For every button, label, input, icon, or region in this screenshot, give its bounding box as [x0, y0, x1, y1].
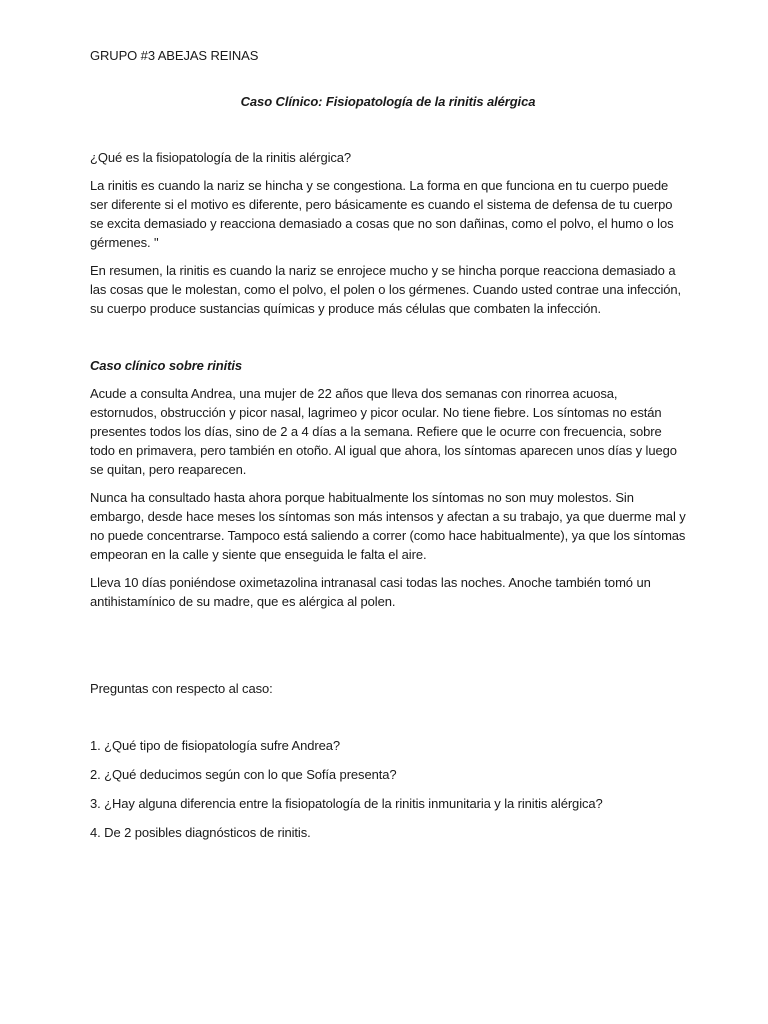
- questions-heading: Preguntas con respecto al caso:: [90, 681, 273, 696]
- intro-paragraph-summary: En resumen, la rinitis es cuando la nariz se enrojece mucho y se hincha porque reacciona demasiado a las cosas que le molestan, como el polvo, el polen o los gérmenes. Cuando usted contrae una infección, su cuerpo produce sustancias químicas y produce más células que combaten la infección.: [90, 263, 682, 316]
- intro-question: ¿Qué es la fisiopatología de la rinitis alérgica?: [90, 150, 352, 165]
- questions-list: [90, 736, 686, 842]
- case-paragraph-history: Nunca ha consultado hasta ahora porque habitualmente los síntomas no son muy molestos. Sin embargo, desde hace meses los síntomas son más intensos y afectan a su trabajo, ya que duerme mal y no puede concentrarse. Tampoco está saliendo a correr (como hace habitualmente), ya que los síntomas empeoran en la calle y siente que enseguida le falta el aire.: [90, 490, 686, 562]
- document-title: Caso Clínico: Fisiopatología de la rinitis alérgica: [240, 94, 536, 109]
- group-header: GRUPO #3 ABEJAS REINAS: [90, 48, 259, 63]
- case-paragraph-presentation: Acude a consulta Andrea, una mujer de 22 años que lleva dos semanas con rinorrea acuosa, estornudos, obstrucción y picor nasal, lagrimeo y picor ocular. No tiene fiebre. Los síntomas no están presentes todos los días, sino de 2 a 4 días a la semana. Refiere que le ocurre con frecuencia, sobre todo en primavera, pero también en otoño. Al igual que ahora, los síntomas aparecen unos días y luego se quitan, pero reaparecen.: [90, 386, 677, 477]
- question-item: 2. ¿Qué deducimos según con lo que Sofía presenta?: [90, 767, 397, 782]
- intro-paragraph-definition: La rinitis es cuando la nariz se hincha y se congestiona. La forma en que funciona en tu cuerpo puede ser diferente si el motivo es diferente, pero básicamente es cuando el sistema de defensa de tu cuerpo se excita demasiado y reacciona demasiado a cosas que no son dañinas, como el polvo, el humo o los gérmenes. ": [90, 178, 674, 250]
- question-item: 4. De 2 posibles diagnósticos de rinitis.: [90, 825, 311, 840]
- question-item: 1. ¿Qué tipo de fisiopatología sufre Andrea?: [90, 738, 340, 753]
- case-section-title: Caso clínico sobre rinitis: [90, 358, 242, 373]
- document-body: [90, 46, 686, 852]
- case-paragraph-medication: Lleva 10 días poniéndose oximetazolina intranasal casi todas las noches. Anoche también tomó un antihistamínico de su madre, que es alérgica al polen.: [90, 575, 651, 609]
- question-item: 3. ¿Hay alguna diferencia entre la fisiopatología de la rinitis inmunitaria y la rinitis alérgica?: [90, 796, 603, 811]
